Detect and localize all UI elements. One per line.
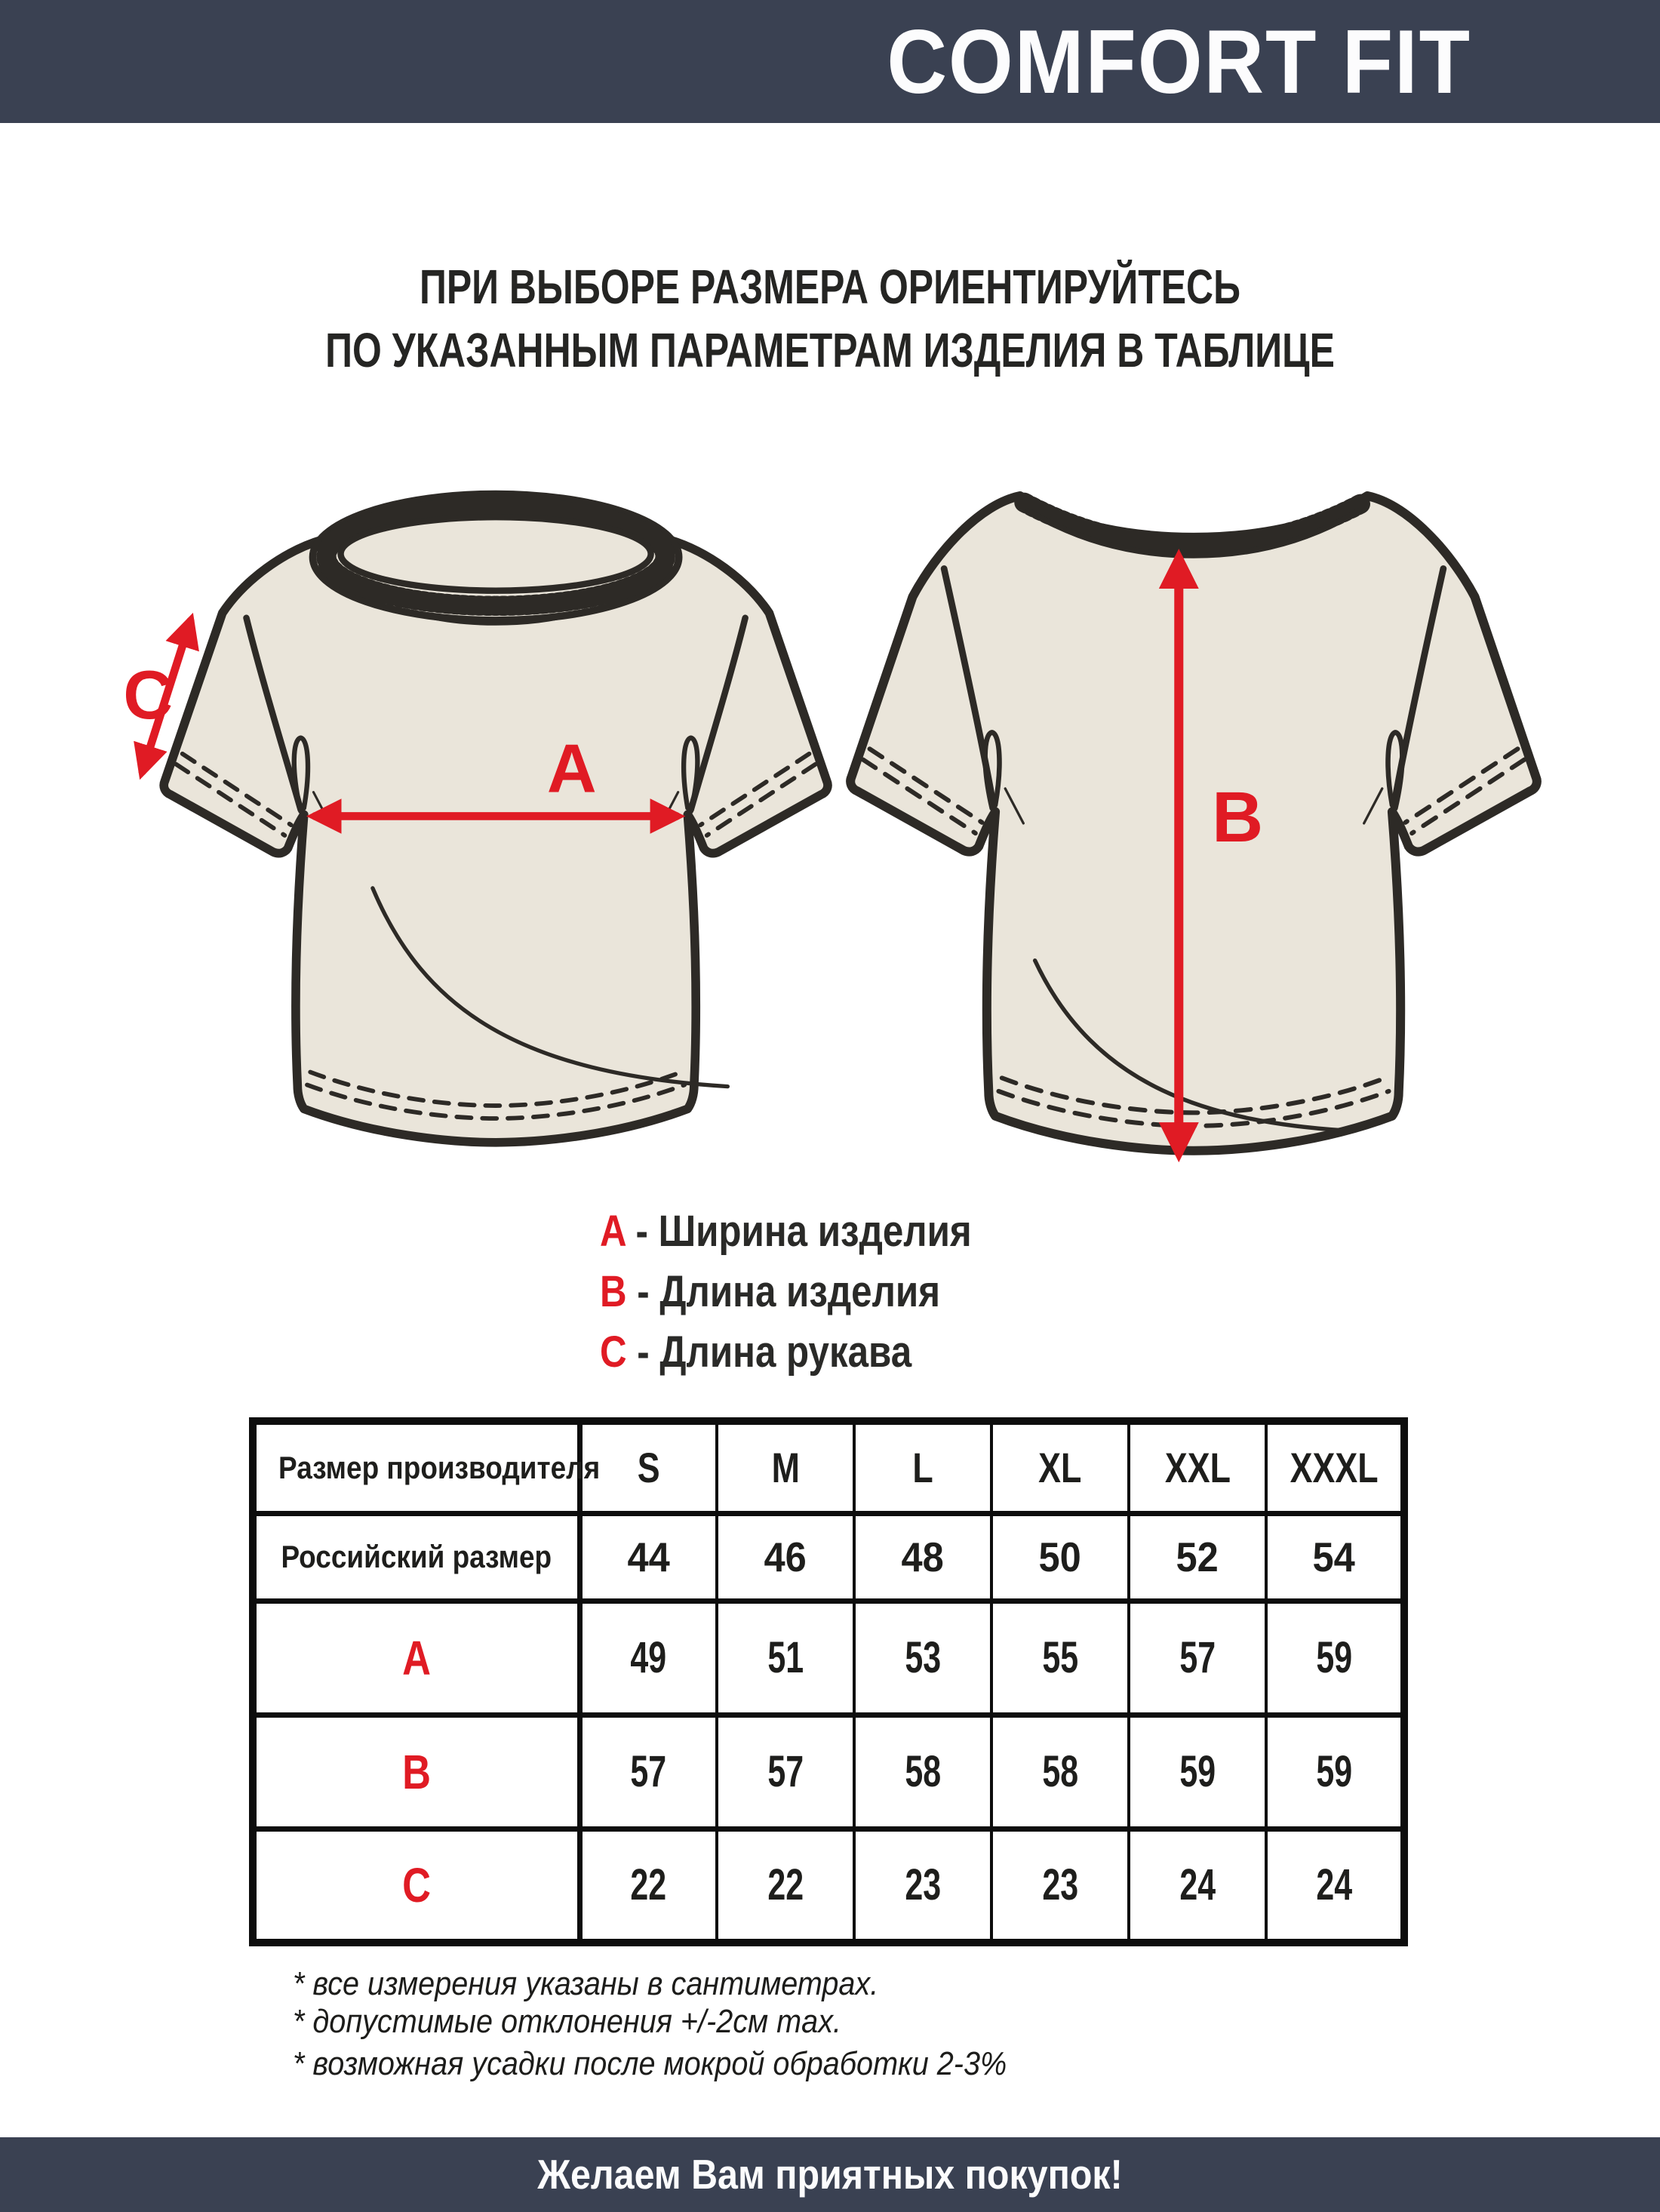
table-cell-text: 57 <box>767 1747 804 1796</box>
measure-label-b: B <box>1212 777 1264 857</box>
table-cell-text: 59 <box>1316 1633 1352 1682</box>
table-cell <box>579 1715 717 1829</box>
table-cell <box>1129 1513 1266 1601</box>
table-cell-text: 44 <box>627 1534 670 1580</box>
table-cell-text: 59 <box>1179 1747 1216 1796</box>
legend-item-a <box>600 1201 972 1262</box>
tshirt-back-diagram <box>822 435 1566 1179</box>
table-cell <box>717 1829 854 1943</box>
header-bar <box>0 0 1660 123</box>
table-cell-text: 55 <box>1042 1633 1078 1682</box>
table-row-label <box>253 1513 579 1601</box>
table-cell <box>1266 1513 1404 1601</box>
table-row <box>253 1513 1404 1601</box>
table-cell-text: 58 <box>1042 1747 1078 1796</box>
table-row <box>253 1715 1404 1829</box>
legend-sep: - <box>625 1207 659 1256</box>
table-cell <box>579 1513 717 1601</box>
table-cell-text: 23 <box>1042 1860 1078 1910</box>
table-cell-text: 57 <box>1179 1633 1216 1682</box>
table-cell <box>1129 1829 1266 1943</box>
table-cell-text: L <box>912 1444 933 1492</box>
table-cell <box>579 1829 717 1943</box>
table-cell <box>579 1601 717 1715</box>
table-cell-text: 23 <box>905 1860 941 1910</box>
footnote-1: * все измерения указаны в сантиметрах. <box>293 1965 879 2002</box>
table-cell <box>717 1601 854 1715</box>
table-cell-text: 58 <box>905 1747 941 1796</box>
table-header-row <box>253 1421 1404 1513</box>
table-cell-text: XL <box>1038 1444 1082 1492</box>
table-cell <box>991 1715 1129 1829</box>
table-cell-text: 22 <box>767 1860 804 1910</box>
legend-letter-b: B <box>600 1267 627 1316</box>
table-cell-text: XXL <box>1164 1444 1231 1492</box>
table-cell <box>1266 1421 1404 1513</box>
intro-line-2: ПО УКАЗАННЫМ ПАРАМЕТРАМ ИЗДЕЛИЯ В ТАБЛИЦЕ <box>325 323 1335 377</box>
table-cell <box>854 1513 991 1601</box>
size-table <box>249 1417 1408 1946</box>
footnote-3: * возможная усадки после мокрой обработки 2-3% <box>293 2045 1007 2082</box>
table-cell-text: 54 <box>1312 1534 1356 1580</box>
table-cell <box>991 1601 1129 1715</box>
table-row <box>253 1829 1404 1943</box>
back-shirt-outline <box>850 496 1537 1151</box>
footnotes <box>293 1965 1086 2083</box>
table-cell-text: XXXL <box>1290 1444 1379 1492</box>
table-cell-text: 22 <box>630 1860 667 1910</box>
footer-bar <box>0 2137 1660 2212</box>
table-cell <box>1129 1601 1266 1715</box>
table-cell <box>717 1715 854 1829</box>
table-cell-text: 24 <box>1316 1860 1352 1910</box>
table-cell-text: A <box>402 1630 432 1685</box>
table-row-label <box>253 1601 579 1715</box>
table-cell-text: 50 <box>1038 1534 1082 1580</box>
legend-item-c <box>600 1322 972 1383</box>
table-cell <box>854 1829 991 1943</box>
table-cell-text: Размер производителя <box>278 1449 601 1485</box>
legend-text-b: Длина изделия <box>659 1267 940 1316</box>
table-cell-text: 48 <box>901 1534 945 1580</box>
table-row <box>253 1601 1404 1715</box>
table-cell-text: C <box>402 1857 432 1912</box>
legend-sep: - <box>626 1267 660 1316</box>
measure-label-a: A <box>546 731 597 808</box>
table-cell <box>991 1829 1129 1943</box>
table-cell-text: 46 <box>764 1534 807 1580</box>
table-cell <box>1129 1421 1266 1513</box>
tshirt-front-diagram <box>106 450 857 1170</box>
table-cell <box>717 1421 854 1513</box>
brand-title: COMFORT FIT <box>887 11 1471 112</box>
table-cell-text: 53 <box>905 1633 941 1682</box>
table-row-label <box>253 1715 579 1829</box>
table-cell-text: Российский размер <box>281 1539 552 1574</box>
intro-heading <box>0 255 1660 382</box>
table-cell-text: 59 <box>1316 1747 1352 1796</box>
table-cell <box>1266 1715 1404 1829</box>
table-cell <box>991 1421 1129 1513</box>
table-cell-text: 51 <box>767 1633 804 1682</box>
footer-message: Желаем Вам приятных покупок! <box>537 2151 1123 2198</box>
legend-text-c: Длина рукава <box>659 1328 912 1377</box>
table-cell-text: B <box>402 1744 432 1799</box>
legend-sep: - <box>626 1328 660 1377</box>
table-row-label <box>253 1829 579 1943</box>
table-cell <box>1129 1715 1266 1829</box>
table-cell <box>1266 1601 1404 1715</box>
table-cell <box>1266 1829 1404 1943</box>
table-cell <box>717 1513 854 1601</box>
measure-legend <box>600 1201 1038 1383</box>
table-row-label <box>253 1421 601 1513</box>
measure-label-c: C <box>123 657 174 734</box>
legend-item-b <box>600 1262 972 1322</box>
front-shirt-outline <box>164 540 828 1143</box>
table-cell-text: 52 <box>1176 1534 1219 1580</box>
footnote-2: * допустимые отклонения +/-2см max. <box>293 2003 842 2040</box>
table-cell-text: 49 <box>630 1633 667 1682</box>
table-cell <box>854 1715 991 1829</box>
table-cell <box>579 1421 717 1513</box>
intro-line-1: ПРИ ВЫБОРЕ РАЗМЕРА ОРИЕНТИРУЙТЕСЬ <box>420 260 1240 314</box>
table-cell-text: S <box>637 1444 660 1492</box>
table-cell-text: M <box>771 1444 800 1492</box>
table-cell-text: 24 <box>1179 1860 1216 1910</box>
table-cell <box>991 1513 1129 1601</box>
legend-text-a: Ширина изделия <box>658 1207 972 1256</box>
legend-letter-a: A <box>600 1207 626 1256</box>
table-cell <box>854 1601 991 1715</box>
table-cell-text: 57 <box>630 1747 667 1796</box>
legend-letter-c: C <box>600 1328 627 1377</box>
table-cell <box>854 1421 991 1513</box>
